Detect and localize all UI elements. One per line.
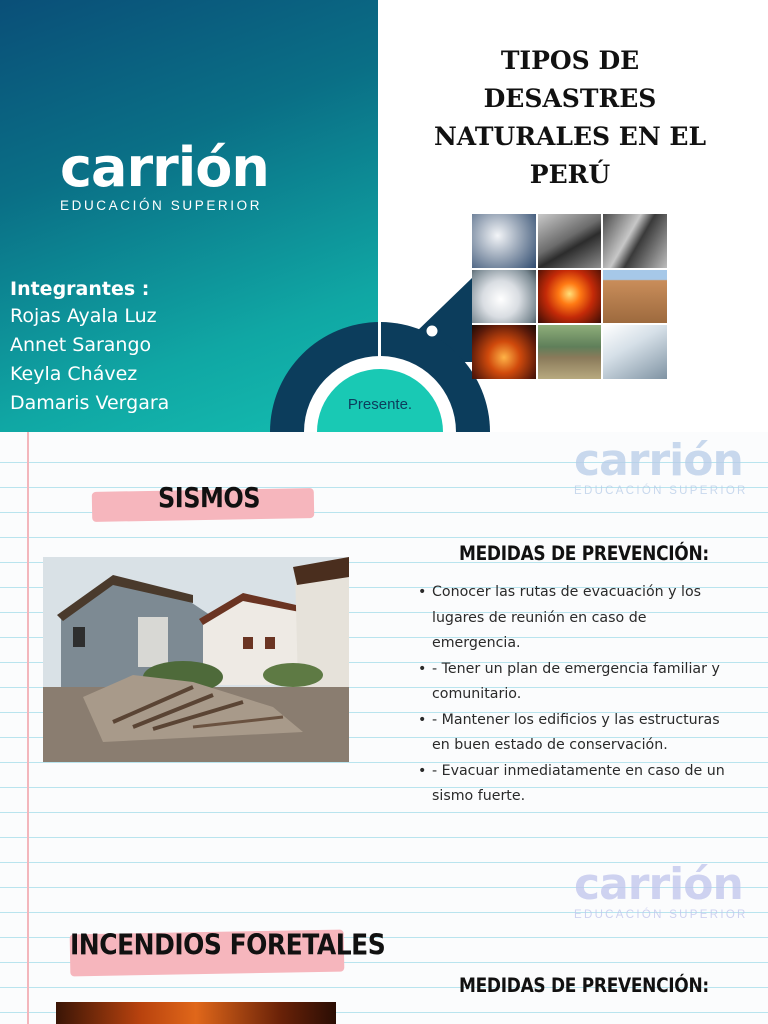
disasters-collage bbox=[472, 214, 667, 379]
member-name: Keyla Chávez bbox=[10, 363, 138, 385]
list-item: • - Evacuar inmediatamente en caso de un sismo fuerte. bbox=[418, 759, 738, 810]
hurricane-image bbox=[472, 214, 536, 268]
title-line: NATURALES EN EL bbox=[433, 122, 707, 151]
drought-image bbox=[603, 270, 667, 324]
member-name: Annet Sarango bbox=[10, 334, 152, 356]
watermark-wordmark: carrión bbox=[574, 435, 743, 486]
list-item: • Conocer las rutas de evacuación y los lugares de reunión en caso de emergencia. bbox=[418, 580, 738, 657]
watermark-logo bbox=[574, 859, 748, 922]
members-title: Integrantes : bbox=[10, 278, 150, 300]
watermark-tagline: EDUCACIÓN SUPERIOR bbox=[574, 909, 748, 921]
avalanche-image bbox=[472, 270, 536, 324]
knob bbox=[425, 324, 439, 338]
wildfire-photo bbox=[56, 1002, 336, 1024]
earthquake-damage-photo bbox=[43, 557, 349, 762]
member-name: Damaris Vergara bbox=[10, 392, 170, 414]
prevention-title: MEDIDAS DE PREVENCIÓN: bbox=[459, 974, 709, 998]
section-title-sismos: SISMOS bbox=[158, 481, 261, 515]
cover-slide bbox=[0, 0, 768, 432]
list-item: • - Tener un plan de emergencia familiar y comunitario. bbox=[418, 657, 738, 708]
watermark-logo bbox=[574, 435, 748, 498]
margin-line bbox=[27, 432, 29, 1024]
title-line: PERÚ bbox=[529, 160, 611, 189]
earthquake-road-image bbox=[538, 214, 602, 268]
presentation-title bbox=[428, 42, 712, 194]
watermark-wordmark: carrión bbox=[574, 859, 743, 910]
wildfire-image bbox=[472, 325, 536, 379]
snowstorm-image bbox=[603, 325, 667, 379]
presente-label: Presente. bbox=[347, 396, 413, 413]
cracked-ground-image bbox=[603, 214, 667, 268]
volcano-image bbox=[538, 270, 602, 324]
notebook-page bbox=[0, 432, 768, 1024]
separator bbox=[378, 0, 381, 364]
title-line: DESASTRES bbox=[483, 84, 657, 113]
prevention-list bbox=[418, 580, 738, 810]
logo-tagline: EDUCACIÓN SUPERIOR bbox=[60, 198, 263, 213]
member-name: Rojas Ayala Luz bbox=[10, 305, 157, 327]
list-item: • - Mantener los edificios y las estructuras en buen estado de conservación. bbox=[418, 708, 738, 759]
title-line: TIPOS DE bbox=[500, 46, 640, 75]
section-title-incendios: INCENDIOS FORETALES bbox=[70, 927, 386, 962]
logo-wordmark: carrión bbox=[60, 136, 269, 199]
prevention-title: MEDIDAS DE PREVENCIÓN: bbox=[459, 542, 709, 566]
flood-image bbox=[538, 325, 602, 379]
watermark-tagline: EDUCACIÓN SUPERIOR bbox=[574, 485, 748, 497]
earthquake-photo-art bbox=[43, 557, 349, 762]
